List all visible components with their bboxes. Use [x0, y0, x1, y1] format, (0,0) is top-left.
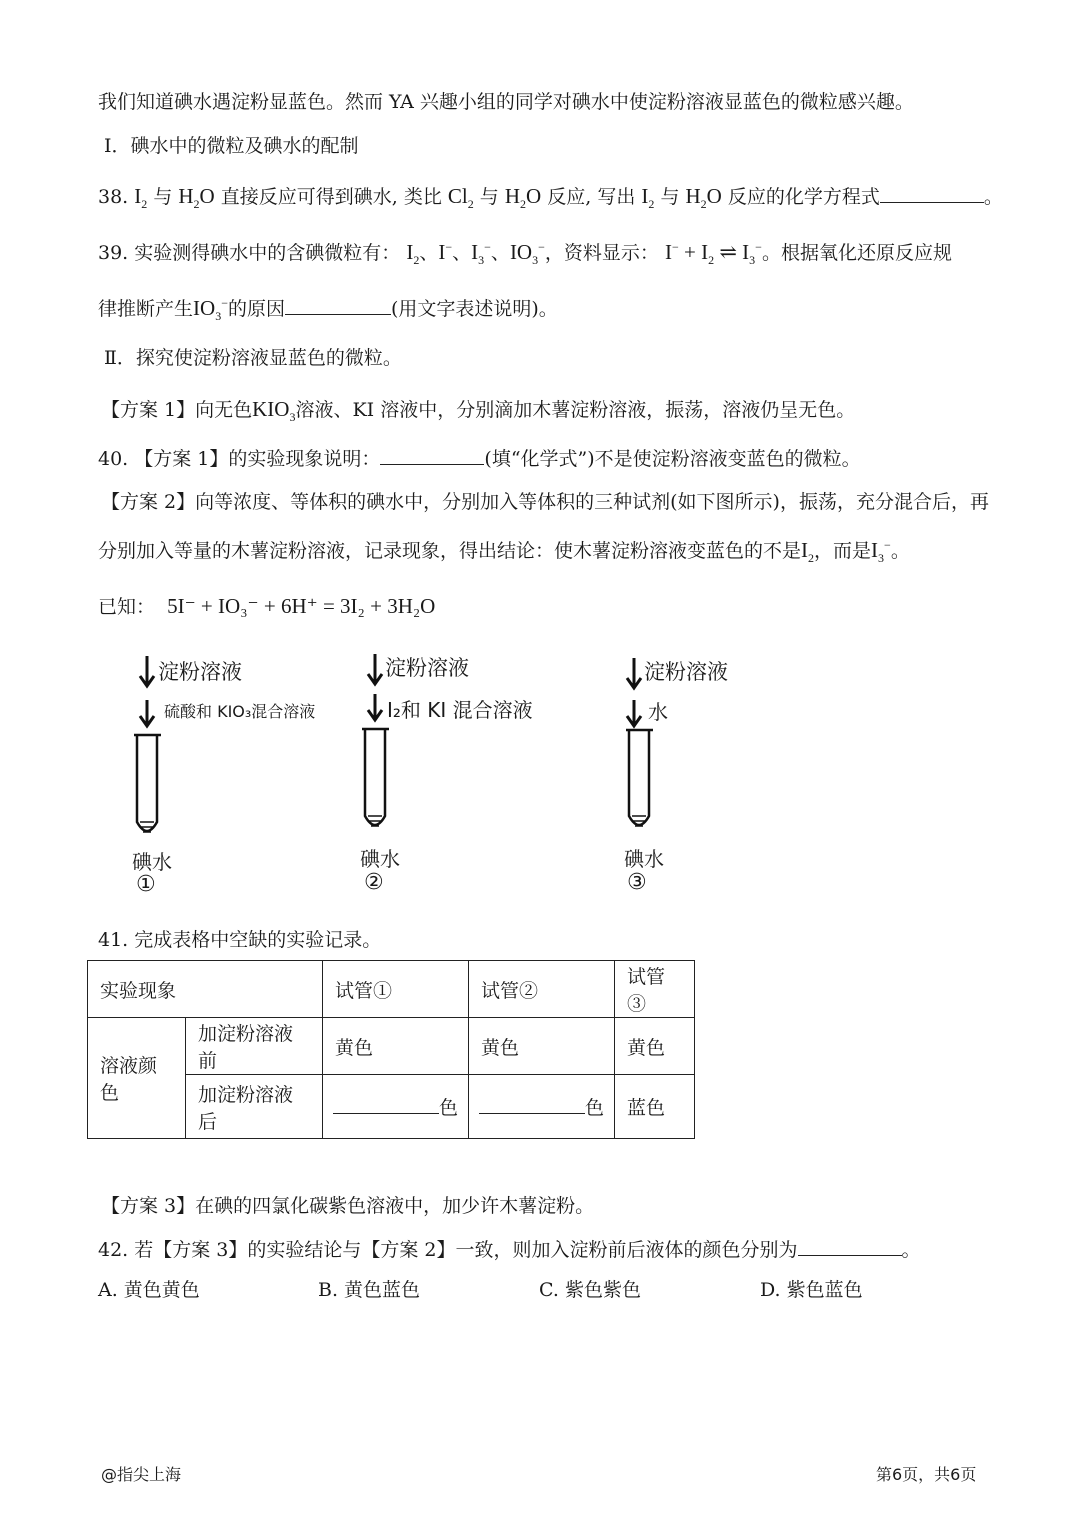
cell-after-tube-1: 色 — [323, 1075, 469, 1139]
plan-2-line2: 分别加入等量的木薯淀粉溶液，记录现象，得出结论：使木薯淀粉溶液变蓝色的不是$I_2$，而是$I_3^-$。 — [98, 538, 910, 566]
tube-2-number: ② — [364, 870, 384, 895]
tube-3-top-label: 淀粉溶液 — [644, 660, 728, 684]
option-a[interactable]: A. 黄色黄色 — [98, 1279, 200, 1301]
question-41: 41. 完成表格中空缺的实验记录。 — [98, 929, 382, 951]
table-header-phenomenon: 实验现象 — [88, 961, 323, 1018]
plan-1: 【方案 1】向无色$KIO_3$溶液、KI 溶液中，分别滴加木薯淀粉溶液，振荡，溶液仍呈无色。 — [101, 397, 856, 425]
section-2-heading: Ⅱ．探究使淀粉溶液显蓝色的微粒。 — [104, 347, 402, 369]
option-d[interactable]: D. 紫色蓝色 — [760, 1279, 863, 1301]
tube-3-bottom-label: 碘水 — [624, 847, 664, 871]
test-tube-2 — [362, 729, 389, 825]
table-header-tube-3: 试管③ — [615, 961, 695, 1018]
tube-2-reagent: I₂和 KI 混合溶液 — [387, 698, 533, 722]
question-39-line2: 律推断产生$IO_3^-$的原因 (用文字表述说明)。 — [98, 296, 558, 324]
section-1-heading: Ⅰ．碘水中的微粒及碘水的配制 — [104, 135, 359, 157]
test-tube-1 — [134, 735, 161, 831]
option-b[interactable]: B. 黄色蓝色 — [318, 1279, 421, 1301]
tube-2-bottom-label: 碘水 — [360, 847, 400, 871]
cell-after-tube-3: 蓝色 — [615, 1075, 695, 1139]
table-header-tube-2: 试管② — [469, 961, 615, 1018]
cell-after-tube-2: 色 — [469, 1075, 615, 1139]
row-label-before: 加淀粉溶液前 — [186, 1018, 323, 1075]
tube-2-top-label: 淀粉溶液 — [385, 656, 469, 680]
table-row — [88, 961, 695, 1018]
answer-blank-41-tube-2[interactable] — [479, 1093, 585, 1114]
tube-1-bottom-label: 碘水 — [132, 850, 172, 874]
intro-text: 我们知道碘水遇淀粉显蓝色。然而 YA 兴趣小组的同学对碘水中使淀粉溶液显蓝色的微粒感兴趣。 — [98, 91, 914, 113]
cell-before-tube-2: 黄色 — [469, 1018, 615, 1075]
plan-3: 【方案 3】在碘的四氯化碳紫色溶液中，加少许木薯淀粉。 — [101, 1195, 595, 1217]
experiment-table — [87, 960, 695, 1139]
tube-1-number: ① — [136, 872, 156, 897]
known-equation: 已知： 5I⁻ + IO₃⁻ + 6H⁺ = 3I₂ + 3H₂O — [98, 594, 436, 618]
answer-blank-41-tube-1[interactable] — [333, 1093, 439, 1114]
row-label-after: 加淀粉溶液后 — [186, 1075, 323, 1139]
cell-before-tube-3: 黄色 — [615, 1018, 695, 1075]
question-42: 42. 若【方案 3】的实验结论与【方案 2】一致，则加入淀粉前后液体的颜色分别为 。 — [98, 1235, 921, 1264]
question-38: 38. $I_2$ 与 $H_2O$ 直接反应可得到碘水, 类比 $Cl_2$ 与 $H_2O$ 反应, 写出 $I_2$ 与 $H_2O$ 反应的化学方程式 。 — [98, 184, 1003, 212]
tube-1-reagent: 硫酸和 KIO₃混合溶液 — [164, 702, 316, 721]
table-row-group: 溶液颜色 — [88, 1018, 186, 1139]
question-39: 39. 实验测得碘水中的含碘微粒有： $I_2$、I−、$I_3^-$、$IO_3^-$，资料显示： $I^- + I_2$ ⇌ $I_3^-$。根据氧化还原反应规 — [98, 240, 952, 268]
footer-source: @指尖上海 — [101, 1465, 182, 1484]
table-header-tube-1: 试管① — [323, 961, 469, 1018]
option-c[interactable]: C. 紫色紫色 — [539, 1279, 641, 1301]
table-row — [88, 1018, 695, 1075]
tube-1-top-label: 淀粉溶液 — [158, 660, 242, 684]
test-tube-3 — [626, 730, 653, 825]
tube-3-reagent: 水 — [648, 700, 668, 724]
footer-page-number: 第6页，共6页 — [876, 1465, 977, 1484]
answer-blank-42[interactable] — [798, 1235, 902, 1256]
question-40: 40. 【方案 1】的实验现象说明： (填“化学式”)不是使淀粉溶液变蓝色的微粒。 — [98, 444, 861, 473]
cell-before-tube-1: 黄色 — [323, 1018, 469, 1075]
plan-2-line1: 【方案 2】向等浓度、等体积的碘水中，分别加入等体积的三种试剂(如下图所示)，振荡，充分混合后，再 — [101, 491, 989, 513]
tube-3-number: ③ — [627, 870, 647, 895]
